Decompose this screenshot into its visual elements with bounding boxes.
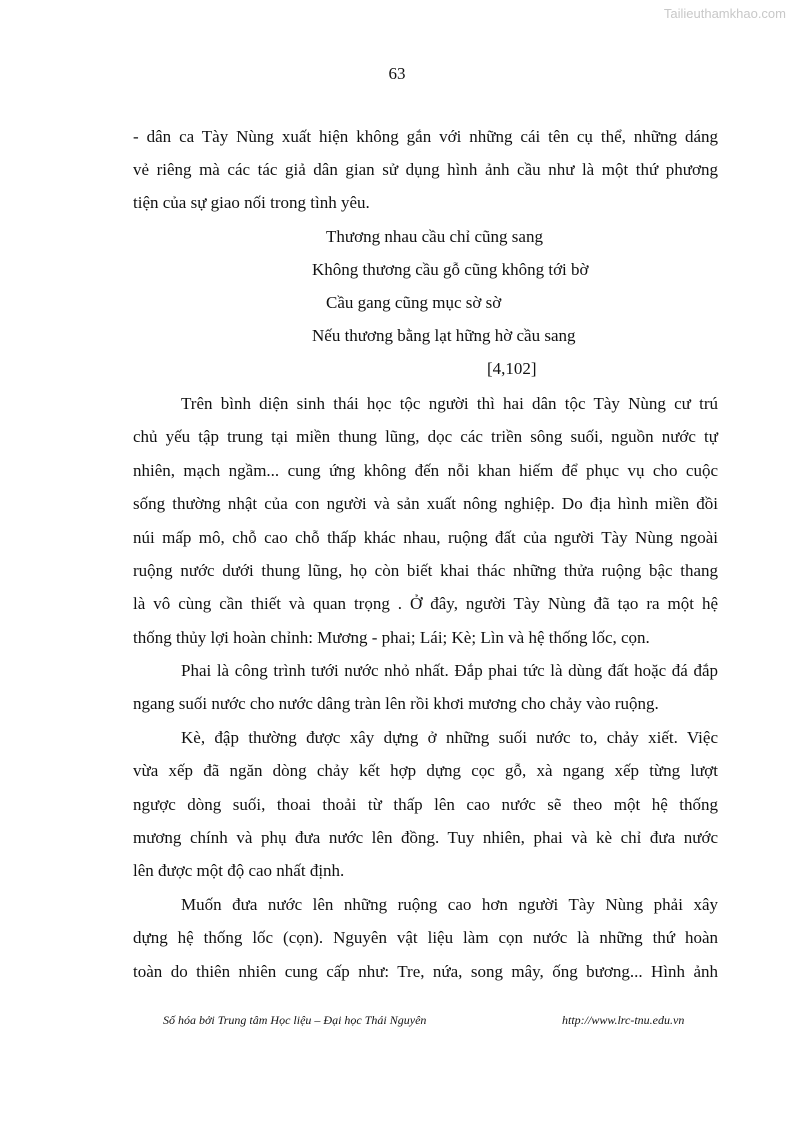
body-line: Muốn đưa nước lên những ruộng cao hơn người Tày Nùng phải xây — [181, 895, 718, 914]
body-line: dựng hệ thống lốc (cọn). Nguyên vật liệu làm cọn nước là những thứ hoàn — [133, 928, 718, 947]
body-line: sống thường nhật của con người và sản xuất nông nghiệp. Do địa hình miền đồi — [133, 494, 718, 513]
body-line: thống thủy lợi hoàn chỉnh: Mương - phai; Lái; Kè; Lìn và hệ thống lốc, cọn. — [133, 628, 650, 647]
verse-line: Cầu gang cũng mục sờ sờ — [326, 293, 502, 312]
body-line: núi mấp mô, chỗ cao chỗ thấp khác nhau, ruộng đất của người Tày Nùng ngoài — [133, 528, 718, 547]
verse-line: Nếu thương bằng lạt hững hờ cầu sang — [312, 326, 576, 345]
body-line: là vô cùng cần thiết và quan trọng . Ở đây, người Tày Nùng đã tạo ra một hệ — [133, 594, 718, 613]
watermark: Tailieuthamkhao.com — [663, 6, 786, 21]
body-line: vừa xếp đã ngăn dòng chảy kết hợp dựng cọc gỗ, xà ngang xếp từng lượt — [133, 761, 718, 780]
body-line: vẻ riêng mà các tác giả dân gian sử dụng hình ảnh cầu như là một thứ phương — [133, 160, 718, 179]
body-line: ruộng nước dưới thung lũng, họ còn biết khai thác những thửa ruộng bậc thang — [133, 561, 718, 580]
body-line: ngược dòng suối, thoai thoải từ thấp lên cao nước sẽ theo một hệ thống — [133, 795, 718, 814]
body-line: ngang suối nước cho nước dâng tràn lên rồi khơi mương cho chảy vào ruộng. — [133, 694, 659, 713]
verse-line: Không thương cầu gỗ cũng không tới bờ — [312, 260, 589, 279]
body-line: chủ yếu tập trung tại miền thung lũng, dọc các triền sông suối, nguồn nước tự — [133, 427, 718, 446]
body-line: - dân ca Tày Nùng xuất hiện không gắn với những cái tên cụ thể, những dáng — [133, 127, 718, 146]
footer-source: Số hóa bởi Trung tâm Học liệu – Đại học Thái Nguyên — [163, 1013, 427, 1027]
body-line: Trên bình diện sinh thái học tộc người thì hai dân tộc Tày Nùng cư trú — [181, 394, 718, 413]
body-line: toàn do thiên nhiên cung cấp như: Tre, nứa, song mây, ống bương... Hình ảnh — [133, 962, 718, 981]
body-line: Phai là công trình tưới nước nhỏ nhất. Đắp phai tức là dùng đất hoặc đá đắp — [181, 661, 718, 680]
body-line: tiện của sự giao nối trong tình yêu. — [133, 193, 370, 212]
body-line: nhiên, mạch ngầm... cung ứng không đến nỗi khan hiếm để phục vụ cho cuộc — [133, 461, 718, 480]
footer-url: http://www.lrc-tnu.edu.vn — [562, 1013, 685, 1027]
page-number: 63 — [388, 64, 406, 83]
body-line: lên được một độ cao nhất định. — [133, 861, 345, 880]
verse-line: Thương nhau cầu chỉ cũng sang — [326, 227, 543, 246]
citation: [4,102] — [487, 359, 537, 378]
body-line: Kè, đập thường được xây dựng ở những suối nước to, chảy xiết. Việc — [181, 728, 718, 747]
body-line: mương chính và phụ đưa nước lên đồng. Tuy nhiên, phai và kè chỉ đưa nước — [133, 828, 718, 847]
